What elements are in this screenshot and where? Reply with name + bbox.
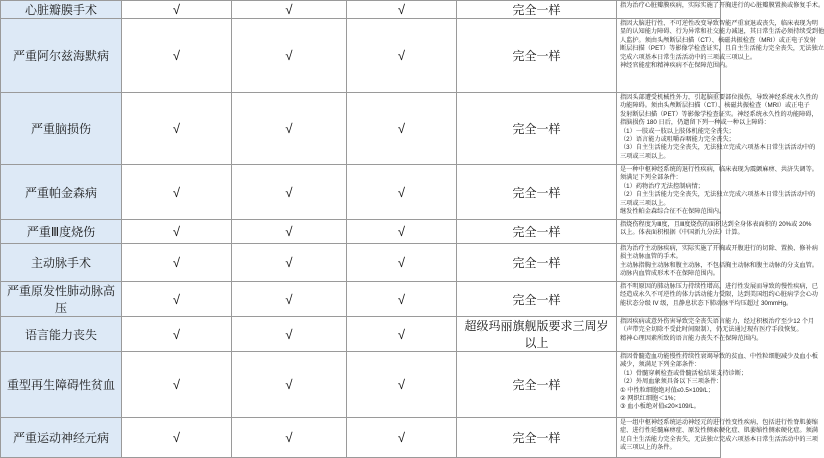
check-mark: √: [347, 244, 457, 282]
definition-line: 须满足下列全部条件：: [620, 174, 682, 182]
definition-line: 三项或三项以上。: [620, 199, 670, 207]
check-mark: √: [232, 19, 347, 93]
table-row: [1, 282, 721, 317]
definition-line: 指为治疗心脏瓣膜疾病，实际实施了开胸进行的心脏瓣膜置换或修复手术。: [620, 2, 824, 9]
disease-name: 重型再生障碍性贫血: [1, 352, 122, 418]
disease-definition: [617, 1, 824, 19]
check-mark: √: [347, 93, 457, 165]
disease-name: 语言能力丧失: [1, 317, 122, 352]
check-mark: √: [232, 244, 347, 282]
definition-line: 神经官能症和精神疾病不在保障范围内。: [620, 62, 732, 70]
disease-name: 严重原发性肺动脉高压: [1, 282, 122, 317]
check-mark: √: [122, 19, 232, 93]
definition-line: 以上。体表面积根据《中国新九分法》计算。: [620, 229, 744, 237]
definition-line: （1）一肢或一肢以上肢体机能完全丧失；: [620, 127, 735, 135]
definition-line: 是一组中枢神经系统运动神经元的进行性变性疾病，包括进行性脊肌萎缩: [620, 419, 818, 426]
definition-lines: [620, 166, 818, 216]
definition-line: （2）外周血象须具备以下三项条件：: [620, 378, 723, 386]
check-mark: √: [347, 418, 457, 458]
definition-line: 指因骨髓造血功能慢性持续性衰竭导致的贫血、中性粒细胞减少及血小板: [620, 353, 818, 360]
check-mark: √: [347, 165, 457, 220]
comparison-note: 完全一样: [457, 282, 617, 317]
definition-line: （声带完全切除不受此时间限制），仍无法通过现有医疗手段恢复。: [620, 326, 803, 334]
disease-definition: [617, 19, 824, 93]
disease-definition: [617, 418, 818, 458]
disease-definition: [617, 93, 818, 165]
table-row: [1, 93, 721, 165]
comparison-note: 超级玛丽旗舰版要求三周岁以上: [457, 317, 617, 352]
check-mark: √: [122, 352, 232, 418]
check-mark: √: [122, 418, 232, 458]
definition-line: 继发性帕金森综合征不在保障范围内。: [620, 208, 726, 216]
table-row: [1, 1, 721, 19]
definition-lines: [620, 94, 818, 161]
definition-line: 或三项以上的条件。: [620, 444, 676, 452]
definition-line: 主动脉指胸主动脉和腹主动脉，不包括胸主动脉和腹主动脉的分支血管。: [620, 261, 818, 269]
definition-line: ② 网织红细胞＜1%；: [620, 395, 680, 403]
table-row: [1, 165, 721, 220]
comparison-note: 完全一样: [457, 1, 617, 19]
check-mark: √: [232, 220, 347, 244]
definition-line: （2）自主生活能力完全丧失，无法独立完成六项基本日常生活活动中的: [620, 191, 816, 199]
definition-line: 人监护。须由头颅断层扫描（CT）、核磁共振检查（MRI）或正电子发射: [620, 36, 816, 44]
check-mark: √: [232, 317, 347, 352]
definition-line: 发射断层扫描（PET）等影像学检查证实。神经系统永久性的功能障碍，: [620, 110, 818, 118]
check-mark: √: [232, 282, 347, 317]
comparison-note: 完全一样: [457, 244, 617, 282]
check-mark: √: [122, 93, 232, 165]
definition-line: ③ 血小板绝对值≤20×109/L。: [620, 403, 700, 411]
disease-name: 严重脑损伤: [1, 93, 122, 165]
check-mark: √: [122, 220, 232, 244]
check-mark: √: [232, 418, 347, 458]
disease-definition: [617, 244, 818, 282]
disease-definition: [617, 165, 818, 220]
definition-line: 指烧伤程度为Ⅲ度，且Ⅲ度烧伤的面积达到全身体表面积的 20%或 20%: [620, 221, 812, 228]
definition-line: 指因头部遭受机械性外力，引起脑重要部位损伤，导致神经系统永久性的: [620, 94, 818, 101]
check-mark: √: [347, 1, 457, 19]
definition-lines: [620, 20, 824, 70]
definition-lines: [620, 283, 818, 308]
comparison-note: 完全一样: [457, 93, 617, 165]
definition-lines: [620, 245, 818, 279]
definition-lines: [620, 221, 812, 238]
definition-lines: [620, 318, 815, 343]
table-row: [1, 220, 721, 244]
check-mark: √: [347, 19, 457, 93]
comparison-note: 完全一样: [457, 19, 617, 93]
disease-name: 严重运动神经元病: [1, 418, 122, 458]
check-mark: √: [232, 93, 347, 165]
table-row: [1, 418, 721, 458]
table-row: [1, 317, 721, 352]
table-body: [1, 1, 824, 458]
definition-line: （3）自主生活能力完全丧失，无法独立完成六项基本日常生活活动中的: [620, 144, 816, 152]
definition-line: 动脉内血管成形术不在保障范围内。: [620, 270, 719, 278]
definition-line: 指不明原因的肺动脉压力持续性增高，进行性发展而导致的慢性疾病，已: [620, 283, 818, 290]
table-row: [1, 352, 721, 418]
disease-name: 严重阿尔兹海默病: [1, 19, 122, 93]
check-mark: √: [122, 165, 232, 220]
comparison-note: 完全一样: [457, 418, 617, 458]
definition-line: 功能障碍。须由头颅断层扫描（CT）、核磁共振检查（MRI）或正电子: [620, 102, 810, 110]
definition-line: 能状态分级 IV 级，且静息状态下肺动脉平均压超过 30mmHg。: [620, 299, 793, 307]
disease-definition: [617, 282, 818, 317]
definition-line: 足自主生活能力完全丧失，无法独立完成六项基本日常生活活动中的三项: [620, 435, 818, 443]
disease-definition: [617, 317, 815, 352]
disease-name: 严重Ⅲ度烧伤: [1, 220, 122, 244]
definition-lines: [620, 353, 818, 412]
definition-line: 指为治疗主动脉疾病，实际实施了开胸或开腹进行的切除、置换、修补病: [620, 245, 818, 252]
check-mark: √: [232, 1, 347, 19]
definition-line: 完成六项基本日常生活活动中的三项或三项以上。: [620, 53, 757, 61]
check-mark: √: [122, 282, 232, 317]
definition-line: 三项或三项以上。: [620, 152, 670, 160]
definition-line: （1）药物治疗无法控制病情；: [620, 182, 704, 190]
check-mark: √: [122, 1, 232, 19]
definition-line: （1）骨髓穿刺检查或骨髓活检结果支持诊断；: [620, 369, 748, 377]
definition-line: 损主动脉血管的手术。: [620, 253, 682, 261]
disease-name: 严重帕金森病: [1, 165, 122, 220]
definition-line: 指脑损伤 180 日后，仍遗留下列一种或一种以上障碍：: [620, 119, 770, 127]
definition-line: 指因疾病或意外伤害导致完全丧失语言能力，经过积极治疗至少12 个月: [620, 318, 815, 325]
disease-name: 心脏瓣膜手术: [1, 1, 122, 19]
definition-line: 是一种中枢神经系统的退行性疾病，临床表现为震颤麻痹、共济失调等。: [620, 166, 818, 173]
check-mark: √: [347, 317, 457, 352]
comparison-note: 完全一样: [457, 165, 617, 220]
check-mark: √: [347, 220, 457, 244]
definition-lines: [620, 419, 818, 453]
check-mark: √: [232, 352, 347, 418]
definition-line: ① 中性粒细胞绝对值≤0.5×109/L；: [620, 386, 715, 394]
definition-line: 精神心理因素所致的语言能力丧失不在保障范围内。: [620, 334, 763, 342]
table-row: [1, 244, 721, 282]
disease-name: 主动脉手术: [1, 244, 122, 282]
definition-line: 断层扫描（PET）等影像学检查证实，且自主生活能力完全丧失，无法独立: [620, 45, 824, 53]
definition-line: 指因大脑进行性、不可逆性改变导致智能严重衰退或丧失，临床表现为明: [620, 20, 818, 27]
comparison-note: 完全一样: [457, 220, 617, 244]
disease-definition: [617, 220, 812, 244]
check-mark: √: [232, 165, 347, 220]
definition-line: 症、进行性延髓麻痹症、原发性侧索硬化症、肌萎缩性侧索硬化症。须满: [620, 427, 818, 435]
definition-line: （2）语言能力或咀嚼吞咽能力完全丧失；: [620, 136, 735, 144]
comparison-note: 完全一样: [457, 352, 617, 418]
definition-line: 减少，须满足下列全部条件：: [620, 361, 701, 369]
check-mark: √: [347, 352, 457, 418]
check-mark: √: [122, 317, 232, 352]
check-mark: √: [347, 282, 457, 317]
definition-line: 显的认知能力障碍、行为异常和社交能力减退，其日常生活必须持续受到他: [620, 28, 824, 36]
check-mark: √: [122, 244, 232, 282]
definition-lines: [620, 2, 824, 10]
table-row: [1, 19, 721, 93]
disease-definition: [617, 352, 818, 418]
definition-line: 经造成永久不可逆性的体力活动能力受限，达到美国纽约心脏病学会心功: [620, 291, 818, 299]
